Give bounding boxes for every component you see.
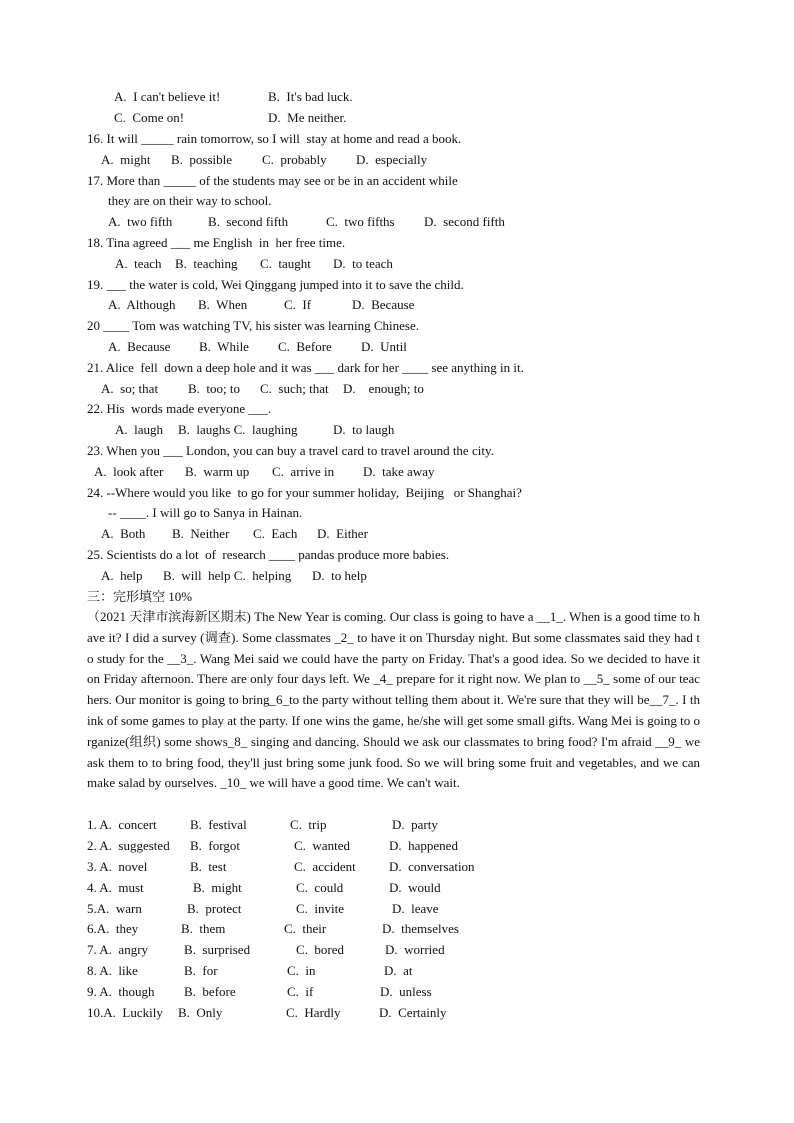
- cloze-1-b: B. festival: [190, 817, 247, 832]
- q21-option-b: B. too; to: [188, 381, 241, 396]
- cloze-10-c: C. Hardly: [286, 1005, 341, 1020]
- cloze-4-b: B. might: [193, 880, 242, 895]
- cloze-4-c: C. could: [296, 880, 344, 895]
- q17-option-b: B. second fifth: [208, 214, 289, 229]
- q16-option-c: C. probably: [262, 152, 327, 167]
- q25-option-a: A. help: [101, 568, 143, 583]
- cloze-1-d: D. party: [392, 817, 438, 832]
- cloze-2-d: D. happened: [389, 838, 458, 853]
- q17-option-c: C. two fifths: [326, 214, 395, 229]
- q21-option-c: C. such; that: [260, 381, 329, 396]
- q16-option-d: D. especially: [356, 152, 428, 167]
- q24-option-b: B. Neither: [172, 526, 230, 541]
- cloze-7-c: C. bored: [296, 942, 345, 957]
- cloze-2-b: B. forgot: [190, 838, 240, 853]
- question-24-reply: -- ____. I will go to Sanya in Hainan.: [108, 505, 303, 520]
- cloze-6-d: D. themselves: [382, 921, 459, 936]
- q21-option-d: D. enough; to: [343, 381, 424, 396]
- q18-option-d: D. to teach: [333, 256, 393, 271]
- cloze-1-a: 1. A. concert: [87, 817, 157, 832]
- question-16: 16. It will _____ rain tomorrow, so I will stay at home and read a book.: [87, 131, 462, 146]
- q21-option-a: A. so; that: [101, 381, 159, 396]
- section-heading: 三：完形填空 10%: [87, 589, 193, 604]
- cloze-9-c: C. if: [287, 984, 314, 999]
- q15-option-c: C. Come on!: [114, 110, 185, 125]
- cloze-3-d: D. conversation: [389, 859, 475, 874]
- cloze-passage: （2021 天津市滨海新区期末) The New Year is coming. Our class is going to have a __1_. When is a good time to have it? I did a survey (调查). Some classmates _2_ to have it on Thursday night. But some classmates said they had to study for the __3_. Wang Mei said we could have the party on Friday. That's a good idea. So we decided to have it on Friday afternoon. There are only four days left. We _4_ prepare for it right now. We plan to __5_ some of our teachers. Our monitor is going to bring_6_to the party without telling them about it. We're sure that they will be__7_. I think of some games to play at the party. If one wins the game, he/she will get some small gifts. Wang Mei is going to organize(组织) some shows_8_ singing and dancing. Should we ask our classmates to bring food? I'm afraid __9_ we ask them to to bring food, they'll just bring some junk food. So we will bring some fruit and vegetables, and we can make salad by ourselves. _10_ we will have a good time. We can't wait.: [87, 609, 700, 791]
- cloze-7-a: 7. A. angry: [87, 942, 149, 957]
- q23-option-a: A. look after: [94, 464, 164, 479]
- question-20: 20 ____ Tom was watching TV, his sister was learning Chinese.: [87, 318, 420, 333]
- q18-option-b: B. teaching: [175, 256, 238, 271]
- cloze-7-b: B. surprised: [184, 942, 251, 957]
- question-19: 19. ___ the water is cold, Wei Qinggang jumped into it to save the child.: [87, 277, 464, 292]
- q23-option-b: B. warm up: [185, 464, 250, 479]
- cloze-5-c: C. invite: [296, 901, 345, 916]
- cloze-6-c: C. their: [284, 921, 327, 936]
- cloze-5-a: 5.A. warn: [87, 901, 142, 916]
- question-23: 23. When you ___ London, you can buy a travel card to travel around the city.: [87, 443, 494, 458]
- cloze-9-d: D. unless: [380, 984, 432, 999]
- q20-option-d: D. Until: [361, 339, 407, 354]
- q24-option-d: D. Either: [317, 526, 368, 541]
- question-24: 24. --Where would you like to go for your summer holiday, Beijing or Shanghai?: [87, 485, 522, 500]
- q15-option-a: A. I can't believe it!: [114, 89, 221, 104]
- q20-option-b: B. While: [199, 339, 249, 354]
- question-17-cont: they are on their way to school.: [108, 193, 272, 208]
- q15-option-d: D. Me neither.: [268, 110, 347, 125]
- cloze-4-d: D. would: [389, 880, 441, 895]
- cloze-3-a: 3. A. novel: [87, 859, 148, 874]
- q25-option-d: D. to help: [312, 568, 367, 583]
- question-22: 22. His words made everyone ___.: [87, 401, 272, 416]
- q22-option-d: D. to laugh: [333, 422, 395, 437]
- cloze-3-b: B. test: [190, 859, 227, 874]
- question-17: 17. More than _____ of the students may see or be in an accident while: [87, 173, 458, 188]
- q20-option-a: A. Because: [108, 339, 171, 354]
- q19-option-c: C. If: [284, 297, 312, 312]
- q24-option-c: C. Each: [253, 526, 298, 541]
- q18-option-a: A. teach: [115, 256, 162, 271]
- cloze-8-c: C. in: [287, 963, 316, 978]
- cloze-2-a: 2. A. suggested: [87, 838, 170, 853]
- q16-option-a: A. might: [101, 152, 151, 167]
- q24-option-a: A. Both: [101, 526, 146, 541]
- question-25: 25. Scientists do a lot of research ____ pandas produce more babies.: [87, 547, 450, 562]
- cloze-2-c: C. wanted: [294, 838, 350, 853]
- q19-option-a: A. Although: [108, 297, 176, 312]
- q23-option-d: D. take away: [363, 464, 435, 479]
- q15-option-b: B. It's bad luck.: [268, 89, 353, 104]
- cloze-4-a: 4. A. must: [87, 880, 144, 895]
- q16-option-b: B. possible: [171, 152, 233, 167]
- q25-option-bc: B. will help C. helping: [163, 568, 292, 583]
- cloze-5-d: D. leave: [392, 901, 439, 916]
- cloze-10-d: D. Certainly: [379, 1005, 447, 1020]
- q19-option-b: B. When: [198, 297, 248, 312]
- cloze-7-d: D. worried: [385, 942, 445, 957]
- cloze-6-b: B. them: [181, 921, 226, 936]
- q17-option-a: A. two fifth: [108, 214, 173, 229]
- cloze-1-c: C. trip: [290, 817, 327, 832]
- q18-option-c: C. taught: [260, 256, 311, 271]
- cloze-10-a: 10.A. Luckily: [87, 1005, 163, 1020]
- q19-option-d: D. Because: [352, 297, 415, 312]
- q22-option-a: A. laugh: [115, 422, 164, 437]
- cloze-10-b: B. Only: [178, 1005, 223, 1020]
- q22-option-bc: B. laughs C. laughing: [178, 422, 298, 437]
- cloze-6-a: 6.A. they: [87, 921, 139, 936]
- cloze-3-c: C. accident: [294, 859, 356, 874]
- cloze-8-d: D. at: [384, 963, 413, 978]
- question-21: 21. Alice fell down a deep hole and it was ___ dark for her ____ see anything in it.: [87, 360, 524, 375]
- cloze-5-b: B. protect: [187, 901, 242, 916]
- q17-option-d: D. second fifth: [424, 214, 505, 229]
- cloze-9-b: B. before: [184, 984, 236, 999]
- question-18: 18. Tina agreed ___ me English in her free time.: [87, 235, 346, 250]
- q20-option-c: C. Before: [278, 339, 332, 354]
- cloze-8-b: B. for: [184, 963, 218, 978]
- cloze-9-a: 9. A. though: [87, 984, 155, 999]
- q23-option-c: C. arrive in: [272, 464, 335, 479]
- cloze-8-a: 8. A. like: [87, 963, 138, 978]
